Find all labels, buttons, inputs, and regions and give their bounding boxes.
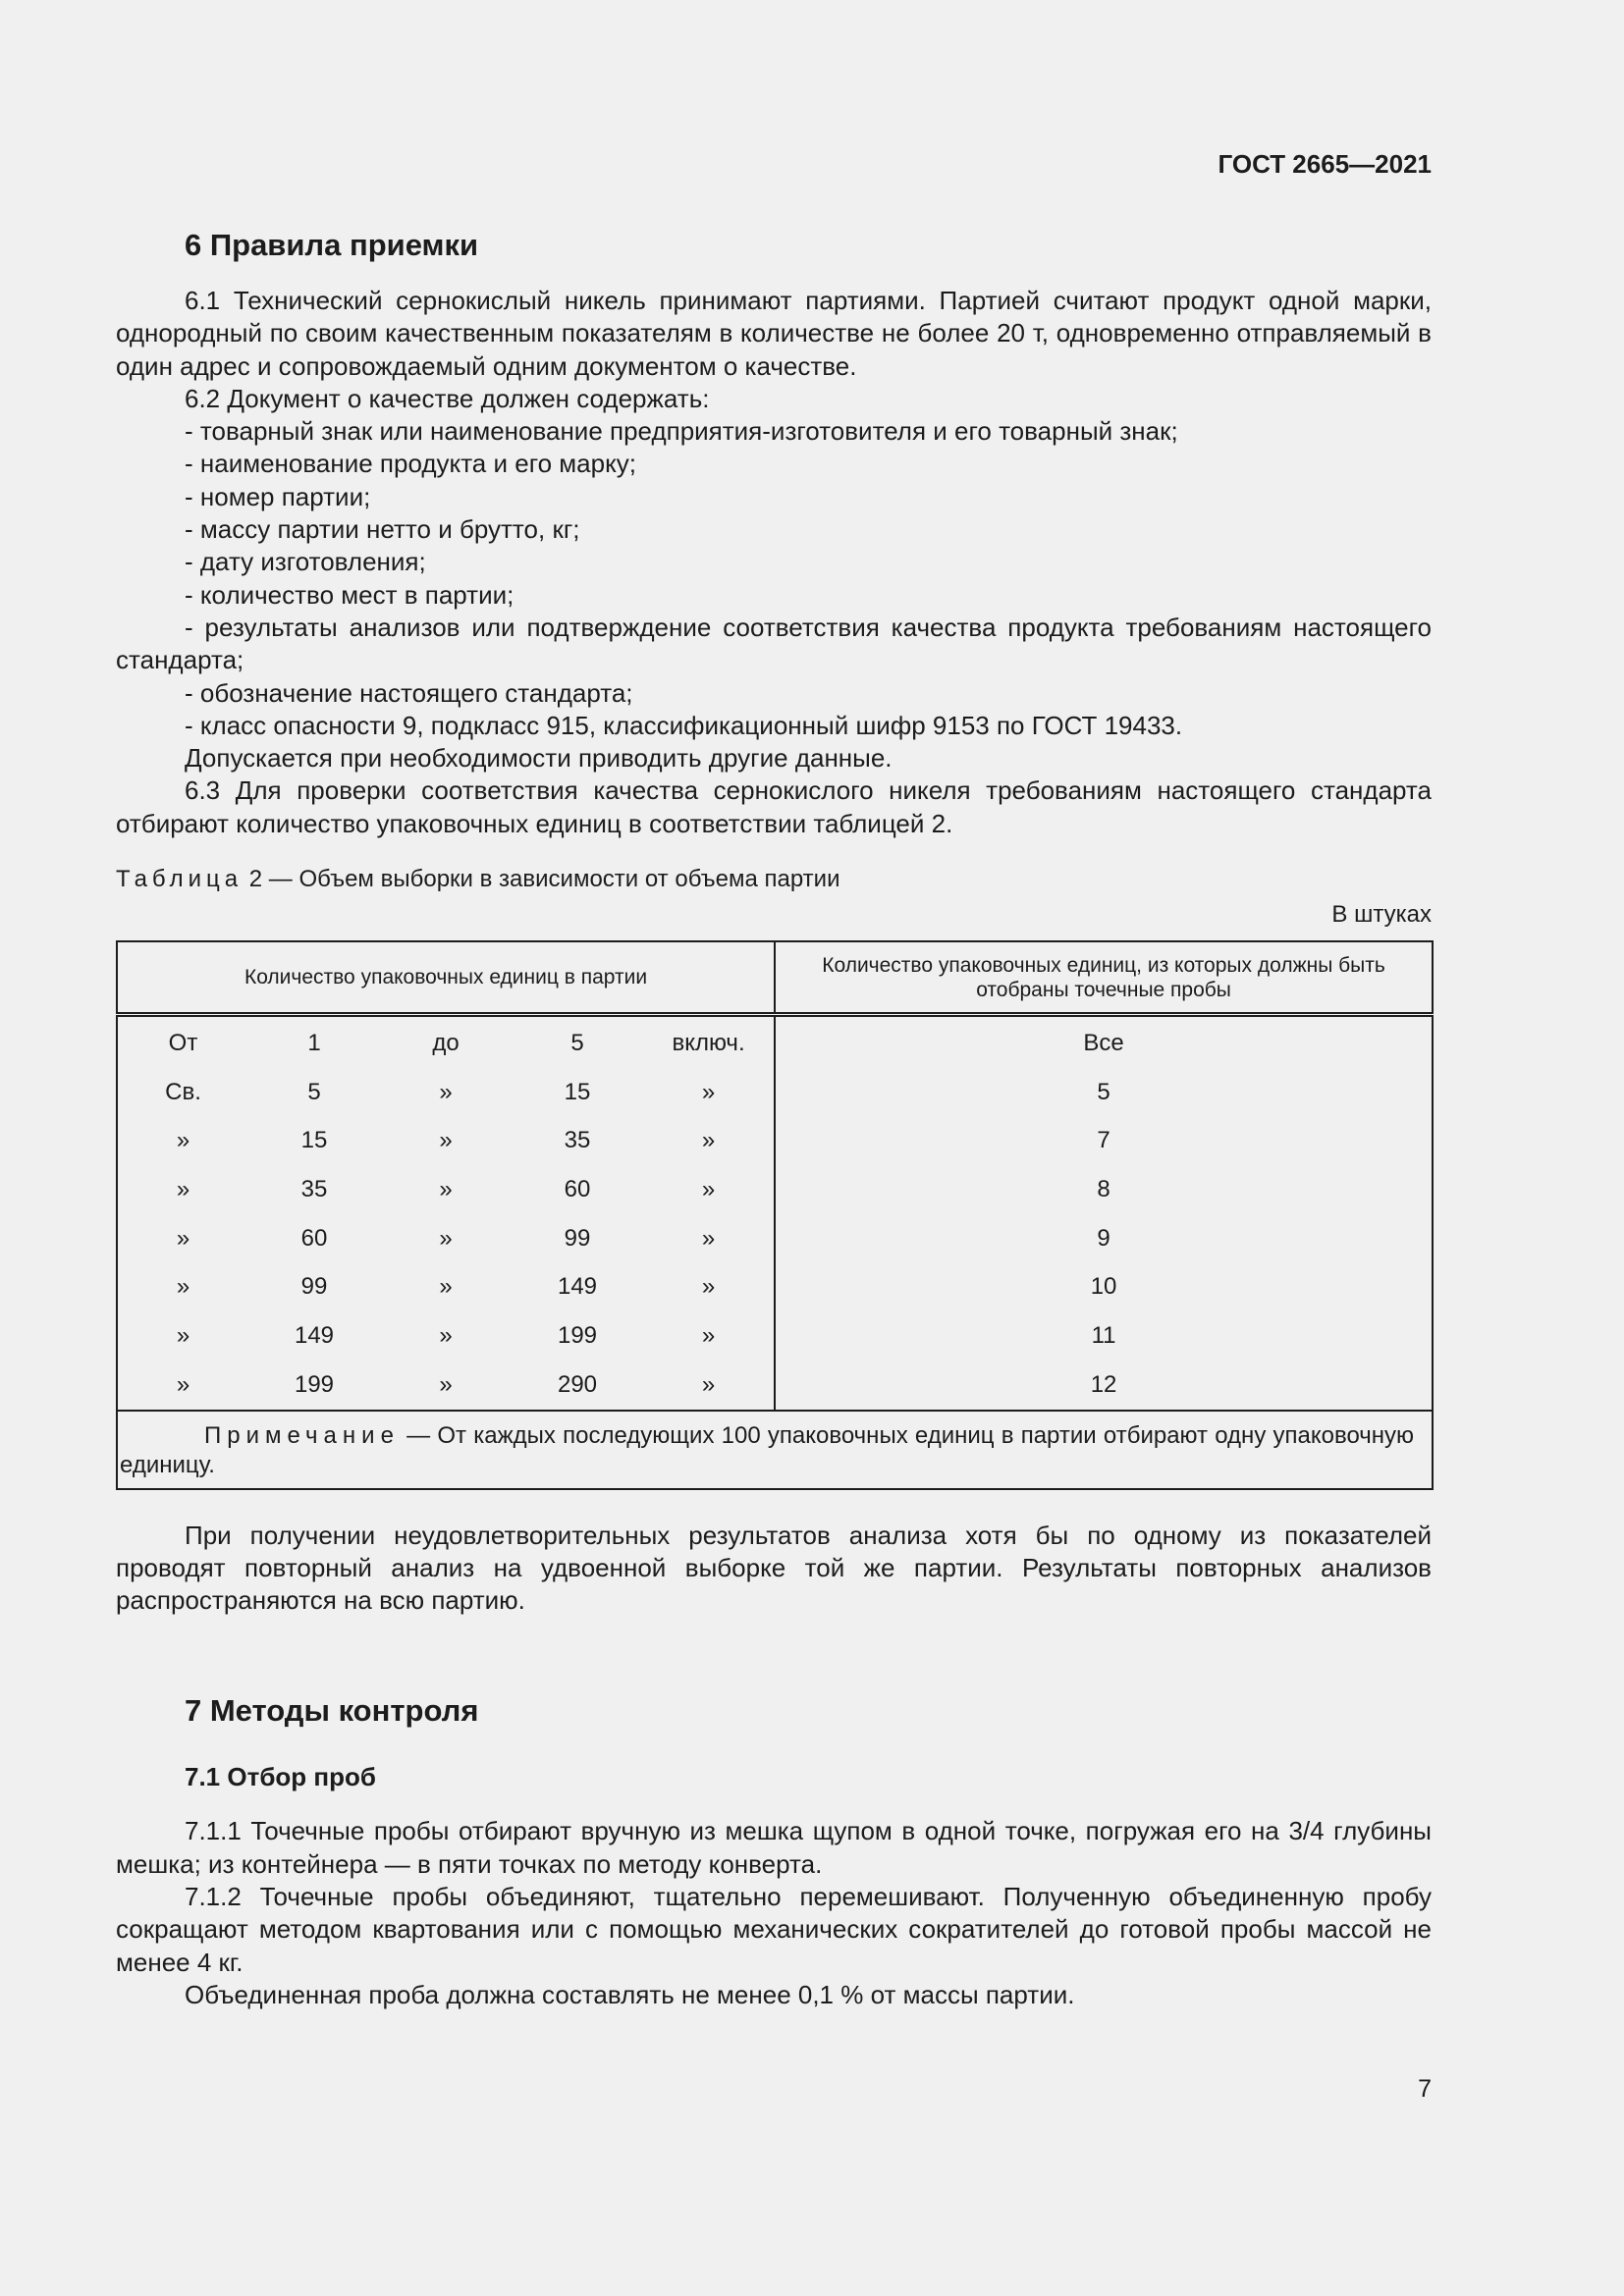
paragraph-6-1: 6.1 Технический сернокислый никель принимают партиями. Партией считают продукт одной марки, однородный по своим качественным показателям в количестве не более 20 т, одновременно отправляемый в один адрес и сопровождаемый одним документом о качестве. [116, 286, 1432, 381]
range-from: 1 [307, 1029, 321, 1056]
paragraph-repeat-analysis: При получении неудовлетворительных результатов анализа хотя бы по одному из показателей проводят повторный анализ на удвоенной выборке той же партии. Результаты повторных анализов распространяются на всю партию. [116, 1520, 1432, 1616]
range-suffix: » [701, 1370, 716, 1398]
list-item: - класс опасности 9, подкласс 915, классификационный шифр 9153 по ГОСТ 19433. [185, 710, 1183, 740]
range-from: 99 [300, 1273, 328, 1301]
page-content [116, 147, 1432, 2011]
table-caption-text: 2 — Объем выборки в зависимости от объема партии [248, 866, 840, 893]
list-item: - товарный знак или наименование предприятия-изготовителя и его товарный знак; [185, 416, 1178, 447]
range-prefix: » [176, 1322, 190, 1350]
range-suffix: » [701, 1273, 716, 1301]
note-body: — От каждых последующих 100 упаковочных единиц в партии отбирают одну упаковочную единицу. [120, 1421, 1415, 1478]
list-item: - дату изготовления; [185, 547, 426, 577]
paragraph-allowed: Допускается при необходимости приводить другие данные. [185, 743, 893, 774]
range-to-word: » [439, 1322, 453, 1350]
sample-count: Все [775, 1015, 1433, 1068]
range-prefix: » [176, 1127, 190, 1154]
paragraph-7-1-1: 7.1.1 Точечные пробы отбирают вручную из мешка щупом в одной точке, погружая его на 3/4 глубины мешка; из контейнера — в пяти точках по методу конверта. [116, 1816, 1432, 1879]
range-from: 35 [300, 1175, 328, 1202]
range-to-word: до [432, 1029, 460, 1056]
range-from: 5 [307, 1078, 321, 1105]
page-number: 7 [1418, 2075, 1432, 2103]
paragraph-combined-sample: Объединенная проба должна составлять не менее 0,1 % от массы партии. [185, 1979, 1075, 2009]
subsection-7-1-title: 7.1 Отбор проб [185, 1762, 376, 1792]
range-to-word: » [439, 1127, 453, 1154]
range-to: 149 [557, 1273, 598, 1301]
range-prefix: » [176, 1273, 190, 1301]
sample-count: 12 [775, 1361, 1433, 1411]
sample-count: 5 [775, 1068, 1433, 1117]
sample-count: 7 [775, 1116, 1433, 1165]
list-item: - количество мест в партии; [185, 579, 514, 610]
table-row [117, 1311, 1433, 1361]
sample-count: 8 [775, 1165, 1433, 1214]
range-to: 199 [557, 1322, 598, 1350]
list-item: - обозначение настоящего стандарта; [185, 677, 633, 708]
table-row [117, 1015, 1433, 1068]
table-caption-label: Таблица [116, 866, 244, 893]
paragraph-7-1-2: 7.1.2 Точечные пробы объединяют, тщательно перемешивают. Полученную объединенную пробу сокращают методом квартования или с помощью механических сократителей до готовой пробы массой не менее 4 кг. [116, 1882, 1432, 1977]
range-from: 149 [294, 1322, 335, 1350]
section-6-title: 6 Правила приемки [185, 228, 479, 262]
range-to: 15 [564, 1078, 591, 1105]
sample-count: 10 [775, 1262, 1433, 1311]
section-6-body [116, 285, 1432, 840]
table-row [117, 1361, 1433, 1411]
range-suffix: » [701, 1078, 716, 1105]
range-to-word: » [439, 1078, 453, 1105]
table-note-row [117, 1411, 1433, 1489]
range-to-word: » [439, 1273, 453, 1301]
list-item: - результаты анализов или подтверждение соответствия качества продукта требованиям настоящего стандарта; [116, 612, 1432, 675]
range-prefix: » [176, 1370, 190, 1398]
table-note [117, 1411, 1433, 1489]
sample-count: 11 [775, 1311, 1433, 1361]
range-to-word: » [439, 1370, 453, 1398]
range-suffix: » [701, 1127, 716, 1154]
range-prefix: Св. [165, 1078, 201, 1105]
range-to: 290 [557, 1370, 598, 1398]
range-prefix: От [168, 1029, 198, 1056]
header-sample-units: Количество упаковочных единиц, из которых должны быть отобраны точечные пробы [775, 941, 1433, 1015]
table-row [117, 1262, 1433, 1311]
range-to-word: » [439, 1224, 453, 1252]
table-row [117, 1116, 1433, 1165]
range-to: 5 [570, 1029, 584, 1056]
range-to: 60 [564, 1175, 591, 1202]
document-code: ГОСТ 2665—2021 [1218, 149, 1432, 179]
range-to-word: » [439, 1175, 453, 1202]
range-prefix: » [176, 1175, 190, 1202]
range-to: 99 [564, 1224, 591, 1252]
range-prefix: » [176, 1224, 190, 1252]
table-row [117, 1068, 1433, 1117]
range-suffix: » [701, 1224, 716, 1252]
table-note-text [120, 1421, 1414, 1480]
table-units: В штуках [1331, 901, 1432, 929]
range-from: 199 [294, 1370, 335, 1398]
paragraph-6-2: 6.2 Документ о качестве должен содержать: [185, 383, 710, 413]
header-batch-units: Количество упаковочных единиц в партии [117, 941, 775, 1015]
table-header-row [117, 941, 1433, 1015]
list-item: - номер партии; [185, 481, 371, 511]
table-row [117, 1165, 1433, 1214]
range-suffix: » [701, 1322, 716, 1350]
sample-size-table [116, 940, 1434, 1490]
range-suffix: включ. [672, 1029, 745, 1056]
range-to: 35 [564, 1127, 591, 1154]
sample-count: 9 [775, 1214, 1433, 1263]
range-from: 15 [300, 1127, 328, 1154]
table-caption [116, 864, 1432, 895]
section-7-title: 7 Методы контроля [185, 1693, 479, 1729]
range-from: 60 [300, 1224, 328, 1252]
range-suffix: » [701, 1175, 716, 1202]
paragraph-6-3: 6.3 Для проверки соответствия качества сернокислого никеля требованиям настоящего стандарта отбирают количество упаковочных единиц в соответствии таблицей 2. [116, 775, 1432, 838]
table-row [117, 1214, 1433, 1263]
list-item: - наименование продукта и его марку; [185, 449, 636, 479]
note-label: Примечание [204, 1421, 400, 1449]
list-item: - массу партии нетто и брутто, кг; [185, 514, 580, 545]
repeat-analysis-block [116, 1520, 1432, 1618]
